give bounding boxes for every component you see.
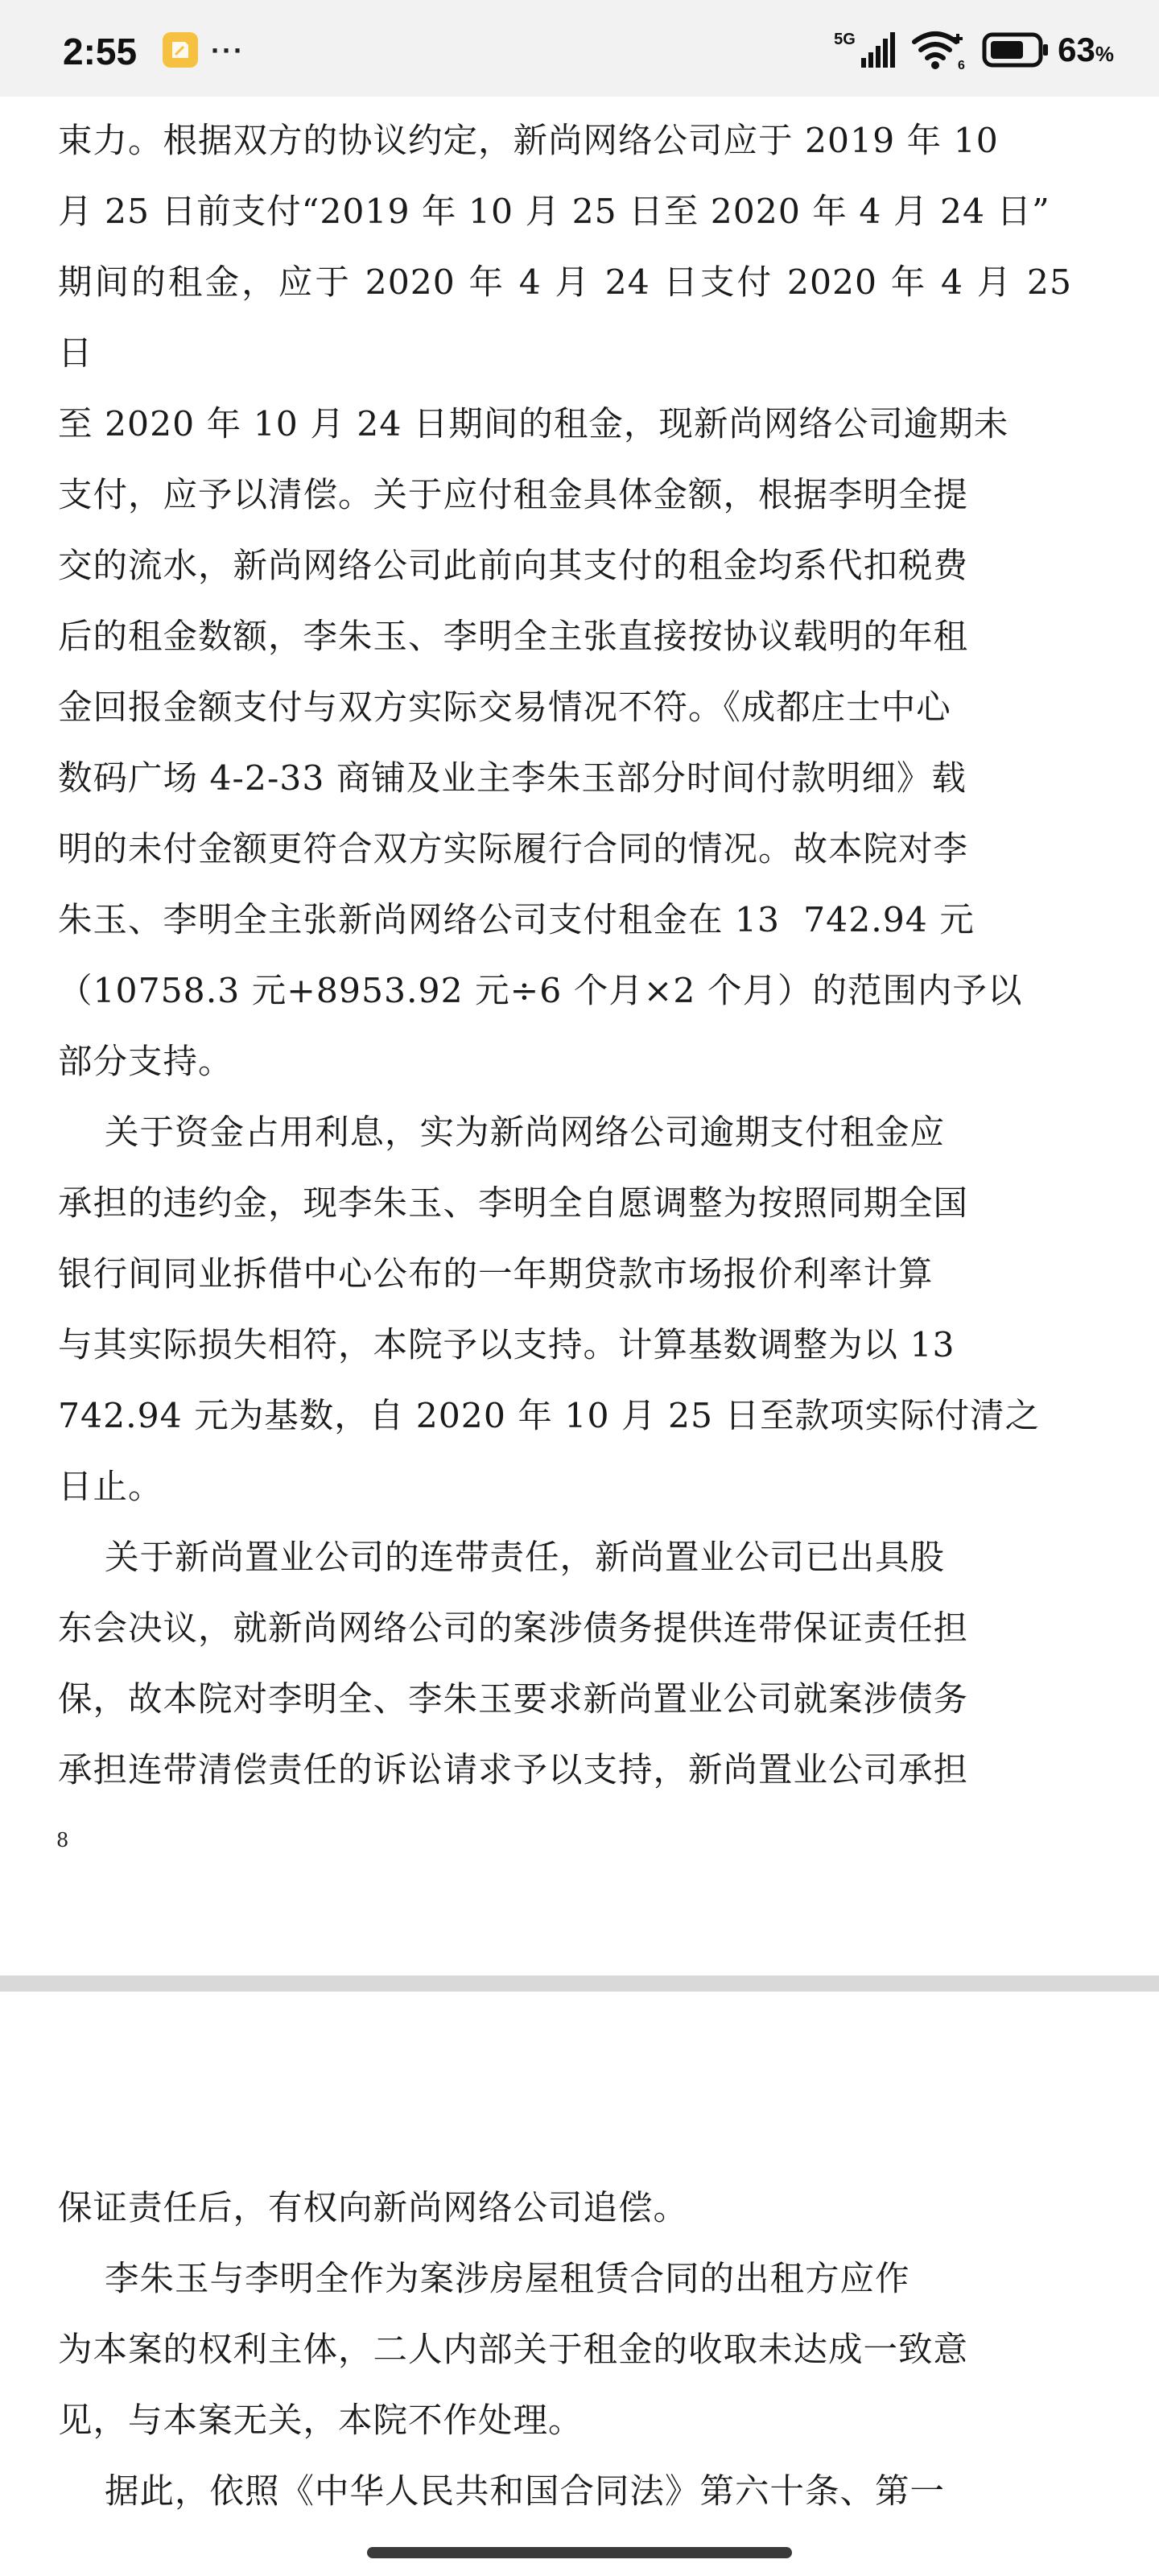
status-bar [0,0,1159,97]
text-line: 日止。 [58,1468,163,1507]
network-type-label: 5G [834,31,856,48]
text-line: 月 25 日前支付“2019 年 10 月 25 日至 2020 年 4 月 24 日” [58,192,1050,232]
text-line: 承担的违约金，现李朱玉、李明全自愿调整为按照同期全国 [58,1184,969,1224]
status-indicators [834,24,1114,76]
text-line: 后的租金数额，李朱玉、李明全主张直接按协议载明的年租 [58,617,969,657]
text-line: 为本案的权利主体，二人内部关于租金的收取未达成一致意 [58,2330,969,2370]
text-line: 据此，依照《中华人民共和国合同法》第六十条、第一 [58,2472,946,2512]
text-line: （10758.3 元+8953.92 元÷6 个月×2 个月）的范围内予以 [58,972,1023,1011]
battery-percent: 63% [1058,31,1114,68]
text-line: 部分支持。 [58,1042,233,1082]
text-line: 数码广场 4-2-33 商铺及业主李朱玉部分时间付款明细》载 [58,759,967,799]
notes-app-icon [163,32,198,68]
wifi-icon [911,29,967,71]
text-line: 关于资金占用利息，实为新尚网络公司逾期支付租金应 [58,1113,946,1153]
text-line: 东会决议，就新尚网络公司的案涉债务提供连带保证责任担 [58,1609,969,1649]
text-line: 关于新尚置业公司的连带责任，新尚置业公司已出具股 [58,1538,946,1578]
text-line: 保，故本院对李明全、李朱玉要求新尚置业公司就案涉债务 [58,1680,969,1719]
text-line: 支付，应予以清偿。关于应付租金具体金额，根据李明全提 [58,476,969,515]
text-line: 朱玉、李明全主张新尚网络公司支付租金在 13 742.94 元 [58,901,975,940]
text-line: 保证责任后，有权向新尚网络公司追偿。 [58,2189,689,2228]
text-line: 期间的租金，应于 2020 年 4 月 24 日支付 2020 年 4 月 25 日 [58,263,1084,374]
text-line: 承担连带清偿责任的诉讼请求予以支持，新尚置业公司承担 [58,1751,969,1790]
text-line: 与其实际损失相符，本院予以支持。计算基数调整为以 13 [58,1326,955,1365]
document-page-1 [58,106,1084,1806]
text-line: 明的未付金额更符合双方实际履行合同的情况。故本院对李 [58,830,969,869]
text-line: 交的流水，新尚网络公司此前向其支付的租金均系代扣税费 [58,547,969,586]
text-line: 至 2020 年 10 月 24 日期间的租金，现新尚网络公司逾期未 [58,405,1009,444]
home-indicator[interactable] [367,2547,792,2558]
text-line: 束力。根据双方的协议约定，新尚网络公司应于 2019 年 10 [58,122,999,161]
text-line: 见，与本案无关，本院不作处理。 [58,2401,584,2441]
text-line: 李朱玉与李明全作为案涉房屋租赁合同的出租方应作 [58,2260,910,2299]
page-number: 8 [56,1829,69,1852]
text-line: 金回报金额支付与双方实际交易情况不符。《成都庄士中心 [58,688,951,728]
more-notifications-icon: ··· [211,34,245,67]
status-time: 2:55 [63,31,138,72]
battery-indicator [982,31,1114,69]
wifi-badge: 6 [958,59,966,71]
battery-icon [982,32,1050,68]
document-page-2 [58,2174,1072,2528]
page-divider [0,1975,1159,1992]
cellular-signal-icon [834,29,897,71]
text-line: 银行间同业拆借中心公布的一年期贷款市场报价利率计算 [58,1255,934,1294]
text-line: 742.94 元为基数，自 2020 年 10 月 25 日至款项实际付清之 [58,1397,1041,1436]
